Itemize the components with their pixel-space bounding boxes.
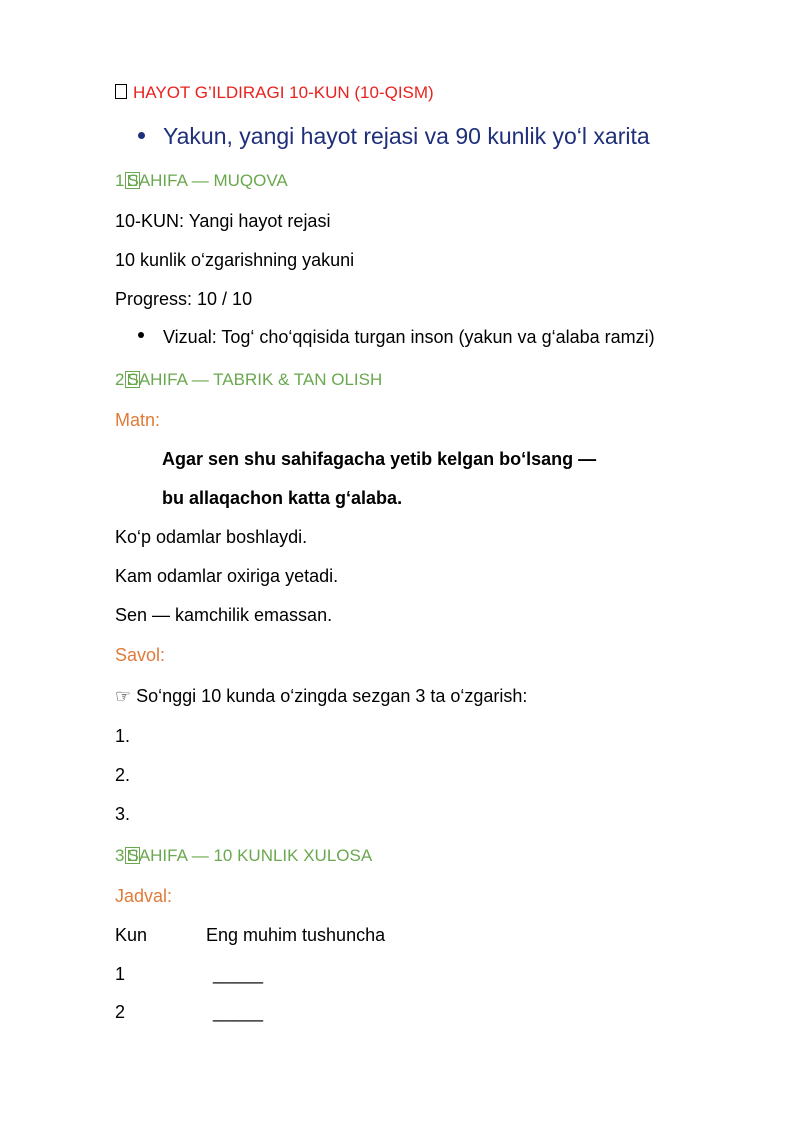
section-heading-text: AHIFA — 10 KUNLIK XULOSA — [138, 846, 373, 865]
progress-text: Progress: 10 / 10 — [115, 289, 253, 309]
bold-text-line: bu allaqachon katta g‘alaba. — [162, 488, 403, 508]
question-text: ☞ So‘nggi 10 kunda o‘zingda sezgan 3 ta o‘zgarish: — [115, 686, 528, 706]
table-cell-day: 2 — [115, 1002, 126, 1022]
table-cell-day: 1 — [115, 964, 126, 984]
bold-text-line: Agar sen shu sahifagacha yetib kelgan bo‘lsang — — [162, 449, 597, 469]
answer-line-2: 2. — [115, 765, 131, 785]
savol-label: Savol: — [115, 645, 166, 665]
section-heading-3 — [115, 845, 372, 867]
visual-bullet-text: Vizual: Tog‘ cho‘qqisida turgan inson (yakun va g‘alaba ramzi) — [163, 327, 655, 347]
matn-label: Matn: — [115, 410, 161, 430]
table-cell-blank: _____ — [213, 964, 264, 984]
section-heading-letter: S — [127, 846, 139, 865]
section-heading-letter: S — [127, 370, 139, 389]
answer-line-1: 1. — [115, 726, 131, 746]
missing-glyph-icon — [115, 84, 127, 99]
document-subtitle-text: Yakun, yangi hayot rejasi va 90 kunlik yo‘l xarita — [163, 123, 650, 149]
text-line: 10-KUN: Yangi hayot rejasi — [115, 211, 331, 231]
visual-bullet — [138, 326, 655, 348]
section-number: 2 — [115, 370, 125, 389]
table-cell-blank: _____ — [213, 1002, 264, 1022]
section-heading-2 — [115, 369, 382, 391]
document-subtitle — [138, 122, 650, 150]
text-line: Sen — kamchilik emassan. — [115, 605, 333, 625]
section-heading-text: AHIFA — MUQOVA — [138, 171, 288, 190]
answer-line-3: 3. — [115, 804, 131, 824]
section-number: 3 — [115, 846, 125, 865]
document-title-text: HAYOT G’ILDIRAGI 10-KUN (10-QISM) — [133, 83, 434, 102]
section-number: 1 — [115, 171, 125, 190]
bullet-icon — [138, 332, 144, 338]
section-heading-letter: S — [127, 171, 139, 190]
section-heading-1 — [115, 170, 288, 192]
section-heading-text: AHIFA — TABRIK & TAN OLISH — [138, 370, 383, 389]
jadval-label: Jadval: — [115, 886, 173, 906]
text-line: 10 kunlik o‘zgarishning yakuni — [115, 250, 355, 270]
table-header-kun: Kun — [115, 925, 148, 945]
document-title — [115, 82, 434, 104]
table-header-tushuncha: Eng muhim tushuncha — [206, 925, 386, 945]
text-line: Kam odamlar oxiriga yetadi. — [115, 566, 339, 586]
bullet-icon — [138, 132, 145, 139]
text-line: Ko‘p odamlar boshlaydi. — [115, 527, 308, 547]
